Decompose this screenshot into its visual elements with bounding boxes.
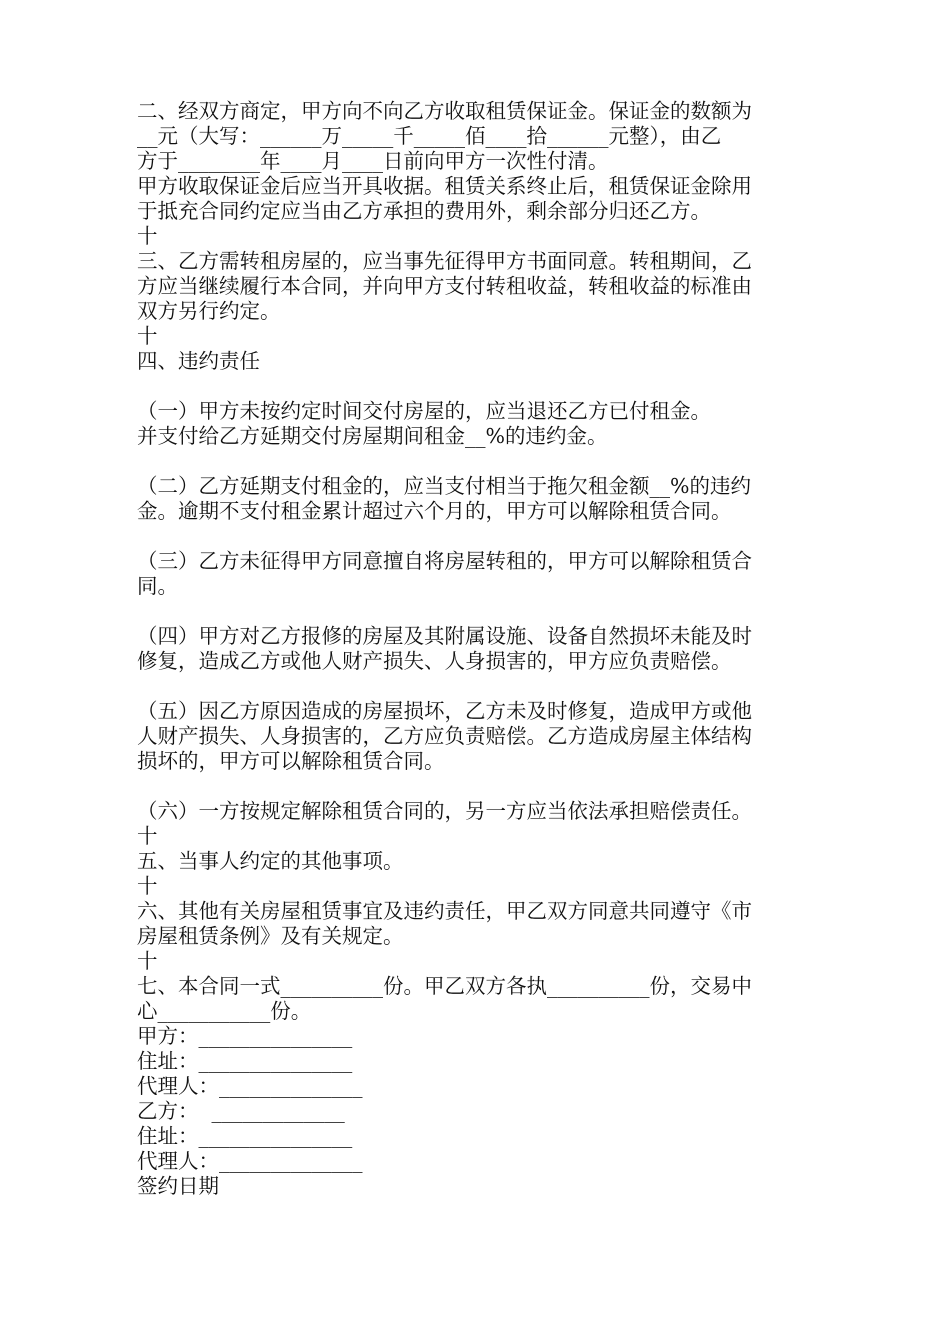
liability-item-line: 并支付给乙方延期交付房屋期间租金__%的违约金。 xyxy=(137,424,608,448)
paragraph-line: 方于________年____月____日前向甲方一次性付清。 xyxy=(137,149,609,173)
paragraph-line: 三、乙方需转租房屋的，应当事先征得甲方书面同意。转租期间，乙 xyxy=(137,249,752,273)
paragraph-line: 双方另行约定。 xyxy=(137,299,281,323)
separator-mark: 十 xyxy=(137,874,158,898)
liability-item-line: 同。 xyxy=(137,574,178,598)
liability-item-line: （四）甲方对乙方报修的房屋及其附属设施、设备自然损坏未能及时 xyxy=(137,624,752,648)
signature-party-b: 乙方： _____________ xyxy=(137,1099,345,1123)
separator-mark: 十 xyxy=(137,324,158,348)
separator-mark: 十 xyxy=(137,949,158,973)
section-3-sublease xyxy=(137,249,817,324)
document-page xyxy=(137,99,817,1199)
section-5-other-matters: 五、当事人约定的其他事项。 xyxy=(137,849,404,873)
signature-address-b: 住址：_______________ xyxy=(137,1124,353,1148)
paragraph-line: 二、经双方商定，甲方向不向乙方收取租赁保证金。保证金的数额为 xyxy=(137,99,752,123)
liability-item-line: 金。逾期不支付租金累计超过六个月的，甲方可以解除租赁合同。 xyxy=(137,499,732,523)
liability-item-line: （六）一方按规定解除租赁合同的，另一方应当依法承担赔偿责任。 xyxy=(137,799,752,823)
separator-mark: 十 xyxy=(137,224,158,248)
liability-item-line: 修复，造成乙方或他人财产损失、人身损害的，甲方应负责赔偿。 xyxy=(137,649,732,673)
liability-item-line: （五）因乙方原因造成的房屋损坏，乙方未及时修复，造成甲方或他 xyxy=(137,699,752,723)
liability-item-line: 损坏的，甲方可以解除租赁合同。 xyxy=(137,749,445,773)
paragraph-line: __元（大写：______万_____千_____佰____拾______元整），由乙 xyxy=(137,124,722,148)
signature-address-a: 住址：_______________ xyxy=(137,1049,353,1073)
signature-block xyxy=(137,1024,817,1199)
paragraph-line: 房屋租赁条例》及有关规定。 xyxy=(137,924,404,948)
section-heading: 四、违约责任 xyxy=(137,349,260,373)
liability-item-line: （三）乙方未征得甲方同意擅自将房屋转租的，甲方可以解除租赁合 xyxy=(137,549,752,573)
section-7-copies xyxy=(137,974,817,1024)
liability-item-line: （二）乙方延期支付租金的，应当支付相当于拖欠租金额__%的违约 xyxy=(137,474,751,498)
signature-agent-b: 代理人：______________ xyxy=(137,1149,363,1173)
liability-item-line: 人财产损失、人身损害的，乙方应负责赔偿。乙方造成房屋主体结构 xyxy=(137,724,752,748)
paragraph-line: 甲方收取保证金后应当开具收据。租赁关系终止后，租赁保证金除用 xyxy=(137,174,752,198)
section-4-liability xyxy=(137,349,817,824)
separator-mark: 十 xyxy=(137,824,158,848)
liability-item-line: （一）甲方未按约定时间交付房屋的，应当退还乙方已付租金。 xyxy=(137,399,711,423)
section-6-regulations xyxy=(137,899,817,949)
paragraph-line: 心___________份。 xyxy=(137,999,312,1023)
paragraph-line: 于抵充合同约定应当由乙方承担的费用外，剩余部分归还乙方。 xyxy=(137,199,711,223)
section-2-deposit xyxy=(137,99,817,224)
paragraph-line: 七、本合同一式__________份。甲乙双方各执__________份，交易中 xyxy=(137,974,752,998)
paragraph-line: 六、其他有关房屋租赁事宜及违约责任，甲乙双方同意共同遵守《市 xyxy=(137,899,752,923)
signature-agent-a: 代理人：______________ xyxy=(137,1074,363,1098)
signing-date: 签约日期 xyxy=(137,1174,219,1198)
signature-party-a: 甲方：_______________ xyxy=(137,1024,353,1048)
paragraph-line: 方应当继续履行本合同，并向甲方支付转租收益，转租收益的标准由 xyxy=(137,274,752,298)
